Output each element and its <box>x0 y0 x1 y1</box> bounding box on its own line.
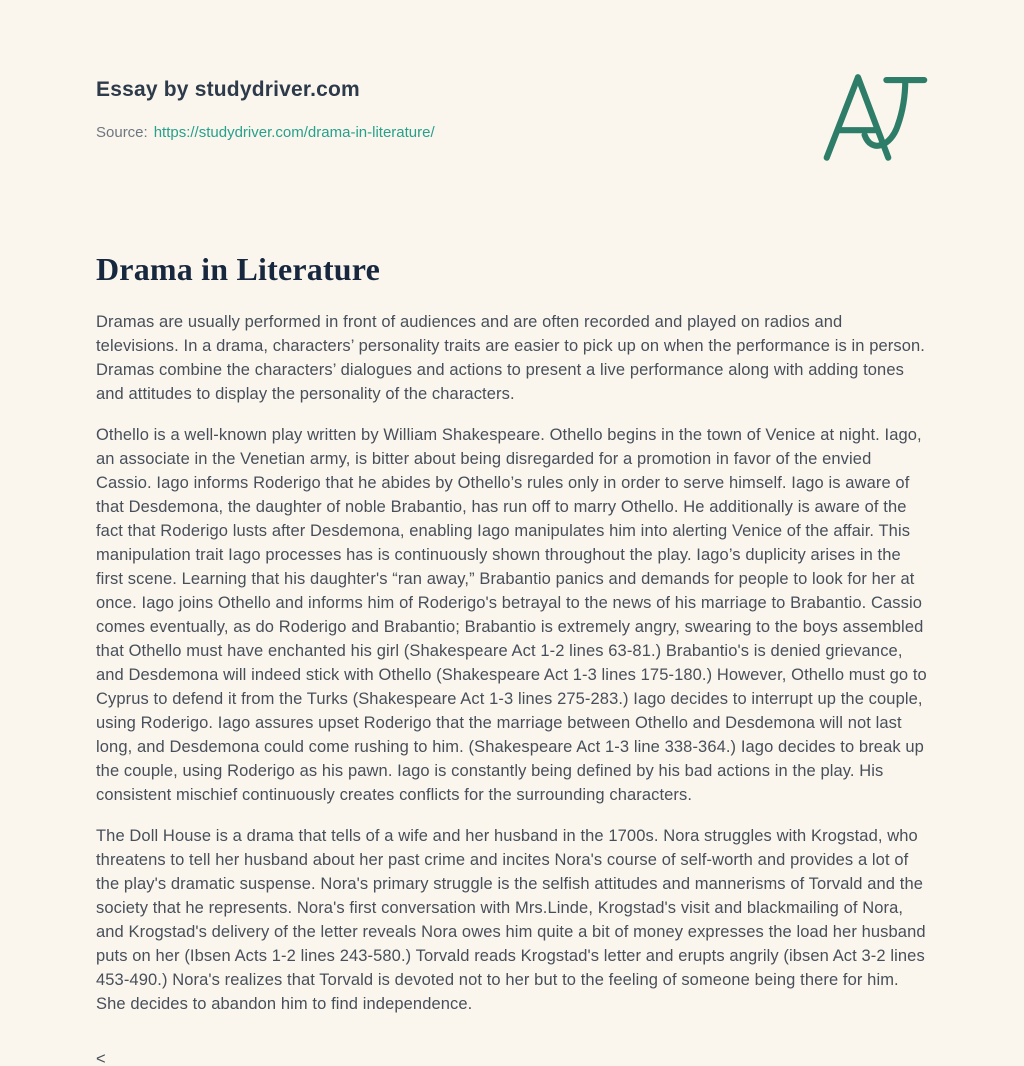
essay-body <box>96 310 928 1016</box>
essay-paragraph-intro: Dramas are usually performed in front of audiences and are often recorded and played on radios and televisions. In a drama, characters’ personality traits are easier to pick up on when the performance is in person. Dramas combine the characters’ dialogues and actions to present a live performance along with adding tones and attitudes to display the personality of the characters. <box>96 313 925 403</box>
essay-paragraph-doll-house: The Doll House is a drama that tells of a wife and her husband in the 1700s. Nora struggles with Krogstad, who threatens to tell her husband about her past crime and incites Nora's course of self-worth and provides a lot of the play's dramatic suspense. Nora's primary struggle is the selfish attitudes and mannerisms of Torvald and the society that he represents. Nora's first conversation with Mrs.Linde, Krogstad's visit and blackmailing of Nora, and Krogstad's delivery of the letter reveals Nora owes him quite a bit of money expresses the load her husband puts on her (Ibsen Acts 1-2 lines 243-580.) Torvald reads Krogstad's letter and erupts angrily (ibsen Act 3-2 lines 453-490.) Nora's realizes that Torvald is devoted not to her but to the feeling of someone being there for him. She decides to abandon him to find independence. <box>96 827 926 1013</box>
source-line <box>96 124 928 141</box>
essay-paragraph-othello: Othello is a well-known play written by William Shakespeare. Othello begins in the town of Venice at night. Iago, an associate in the Venetian army, is bitter about being disregarded for a promotion in favor of the envied Cassio. Iago informs Roderigo that he abides by Othello’s rules only in order to serve himself. Iago is aware of that Desdemona, the daughter of noble Brabantio, has run off to marry Othello. He additionally is aware of the fact that Roderigo lusts after Desdemona, enabling Iago manipulates him into alerting Venice of the affair. This manipulation trait Iago processes has is continuously shown throughout the play. Iago’s duplicity arises in the first scene. Learning that his daughter's “ran away,” Brabantio panics and demands for people to look for her at once. Iago joins Othello and informs him of Roderigo's betrayal to the news of his marriage to Brabantio. Cassio comes eventually, as do Roderigo and Brabantio; Brabantio is extremely angry, swearing to the boys assembled that Othello must have enchanted his girl (Shakespeare Act 1-2 lines 63-81.) Brabantio's is denied grievance, and Desdemona will indeed stick with Othello (Shakespeare Act 1-3 lines 175-180.) However, Othello must go to Cyprus to defend it from the Turks (Shakespeare Act 1-3 lines 275-283.) Iago decides to interrupt up the couple, using Roderigo. Iago assures upset Roderigo that the marriage between Othello and Desdemona will not last long, and Desdemona could come rushing to him. (Shakespeare Act 1-3 line 338-364.) Iago decides to break up the couple, using Roderigo as his pawn. Iago is constantly being defined by his bad actions in the play. His consistent mischief continuously creates conflicts for the surrounding characters. <box>96 426 927 804</box>
aj-monogram-icon <box>822 70 928 162</box>
page-header <box>96 78 928 141</box>
truncated-next-page-text: < <box>96 1050 106 1066</box>
essay-title: Drama in Literature <box>96 251 381 287</box>
byline: Essay by studydriver.com <box>96 78 360 101</box>
studydriver-logo <box>822 70 928 162</box>
essay-content <box>96 251 928 1066</box>
source-label: Source: <box>96 124 148 141</box>
source-url-link[interactable]: https://studydriver.com/drama-in-literature/ <box>153 124 435 141</box>
